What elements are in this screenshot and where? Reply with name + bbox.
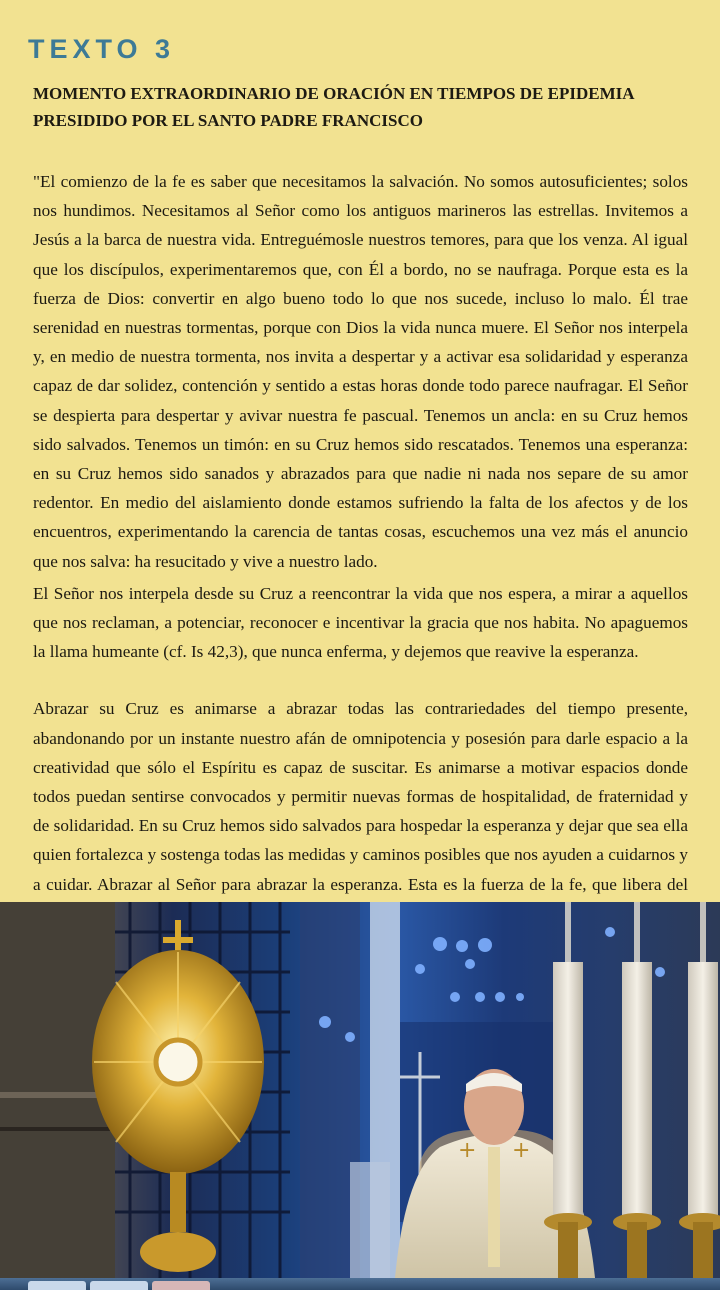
- taskbar-tab[interactable]: [28, 1281, 86, 1290]
- paragraph-1: "El comienzo de la fe es saber que necesitamos la salvación. No somos autosuficientes; solos nos hundimos. Necesitamos al Señor como los antiguos marineros las estrellas. Invitemos a Jesús a la barca de nuestra vida. Entreguémosle nuestros temores, para que los venza. Al igual que los discípulos, experimentaremos que, con Él a bordo, no se naufraga. Porque esta es la fuerza de Dios: convertir en algo bueno todo lo que nos sucede, incluso lo malo. Él trae serenidad en nuestras tormentas, porque con Dios la vida nunca muere. El Señor nos interpela y, en medio de nuestra tormenta, nos invita a despertar y a activar esa solidaridad y esperanza capaz de dar solidez, contención y sentido a estas horas donde todo parece naufragar. El Señor se despierta para despertar y avivar nuestra fe pascual. Tenemos un ancla: en su Cruz hemos sido salvados. Tenemos un timón: en su Cruz hemos sido rescatados. Tenemos una esperanza: en su Cruz hemos sido sanados y abrazados para que nadie ni nada nos separe de su amor redentor. En medio del aislamiento donde estamos sufriendo la falta de los afectos y de los encuentros, experimentando la carencia de tantas cosas, escuchemos una vez más el anuncio que nos salva: ha resucitado y vive a nuestro lado.: [33, 172, 688, 571]
- photo-pope-adoration: [0, 902, 720, 1278]
- document-title: MOMENTO EXTRAORDINARIO DE ORACIÓN EN TIEMPOS DE EPIDEMIA PRESIDIDO POR EL SANTO PADRE FRANCISCO: [33, 84, 634, 130]
- taskbar-tab[interactable]: [90, 1281, 148, 1290]
- photo-illustration: [0, 902, 720, 1278]
- svg-text:+: +: [512, 1138, 531, 1163]
- body-text: [33, 167, 688, 928]
- bottom-taskbar: [0, 1278, 720, 1290]
- taskbar-tab[interactable]: [152, 1281, 210, 1290]
- svg-text:+: +: [458, 1138, 477, 1163]
- section-heading: TEXTO 3: [28, 34, 176, 64]
- candles: [544, 902, 720, 1278]
- paragraph-2: El Señor nos interpela desde su Cruz a reencontrar la vida que nos espera, a mirar a aquellos que nos reclaman, a potenciar, reconocer e incentivar la gracia que nos habita. No apaguemos la llama humeante (cf. Is 42,3), que nunca enferma, y dejemos que reavive la esperanza.: [33, 583, 688, 662]
- paragraph-3: Abrazar su Cruz es animarse a abrazar todas las contrariedades del tiempo presente, abandonando por un instante nuestro afán de omnipotencia y posesión para darle espacio a la creatividad que sólo el Espíritu es capaz de suscitar. Es animarse a motivar espacios donde todos puedan sentirse convocados y permitir nuevas formas de hospitalidad, de fraternidad y de solidaridad. En su Cruz hemos sido salvados para hospedar la esperanza y dejar que sea ella quien fortalezca y sostenga todas las medidas y caminos posibles que nos ayuden a cuidarnos y a cuidar. Abrazar al Señor para abrazar la esperanza. Esta es la fuerza de la fe, que libera del: [33, 699, 688, 894]
